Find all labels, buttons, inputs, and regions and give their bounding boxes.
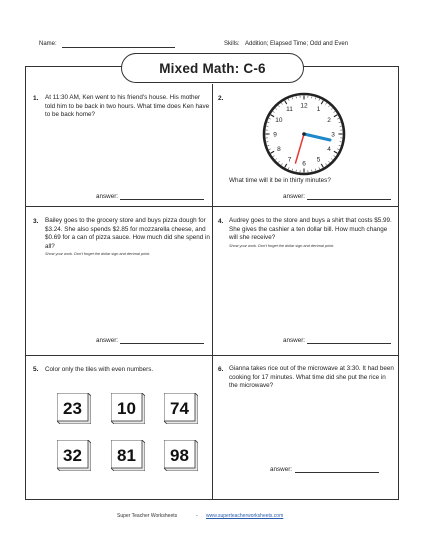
problem-1-number: 1. bbox=[33, 95, 39, 102]
footer-link[interactable]: www.superteacherworksheets.com bbox=[206, 513, 284, 519]
tile-81-number: 81 bbox=[117, 446, 136, 465]
problem-2-number: 2. bbox=[218, 95, 224, 102]
clock-number-9: 9 bbox=[273, 131, 277, 139]
clock-number-11: 11 bbox=[286, 106, 293, 114]
problem-5-number: 5. bbox=[33, 366, 39, 373]
problem-6-answer-line[interactable] bbox=[295, 472, 379, 473]
problem-3-answer-label: answer: bbox=[96, 337, 119, 344]
column-divider bbox=[212, 84, 213, 500]
tile-23[interactable] bbox=[57, 393, 91, 424]
skills-value: Addition; Elapsed Time; Odd and Even bbox=[245, 41, 349, 47]
tile-32[interactable] bbox=[57, 440, 91, 471]
skills-label: Skills: bbox=[224, 41, 240, 47]
footer-separator: - bbox=[196, 513, 198, 519]
clock-number-3: 3 bbox=[331, 131, 335, 139]
clock-number-1: 1 bbox=[316, 106, 321, 114]
clock-number-5: 5 bbox=[316, 156, 321, 164]
clock-number-4: 4 bbox=[327, 145, 331, 153]
problem-5-text: Color only the tiles with even numbers. bbox=[45, 366, 154, 373]
tile-10-number: 10 bbox=[117, 399, 136, 418]
problem-6-answer-label: answer: bbox=[270, 466, 293, 473]
worksheet-title: Mixed Math: C-6 bbox=[121, 53, 304, 83]
problem-1-answer-label: answer: bbox=[96, 193, 119, 200]
clock-number-12: 12 bbox=[300, 102, 308, 110]
problem-1-answer-line[interactable] bbox=[120, 199, 204, 200]
tile-74[interactable] bbox=[164, 393, 198, 424]
clock bbox=[262, 92, 346, 176]
tile-32-number: 32 bbox=[63, 446, 82, 465]
problem-6-text: Gianna takes rice out of the microwave at 3:30. It had been cooking for 17 minutes. What time did she put the rice in the microwave? bbox=[229, 365, 394, 389]
problem-2-question: What time will it be in thirty minutes? bbox=[229, 177, 331, 184]
problem-4-number: 4. bbox=[218, 218, 224, 225]
problem-4-answer-line[interactable] bbox=[307, 343, 391, 344]
tile-10[interactable] bbox=[111, 393, 145, 424]
clock-number-8: 8 bbox=[277, 145, 281, 153]
tile-81[interactable] bbox=[111, 440, 145, 471]
problem-3-number: 3. bbox=[33, 218, 39, 225]
tile-23-number: 23 bbox=[63, 399, 82, 418]
clock-number-6: 6 bbox=[302, 160, 306, 168]
problem-4-hint: Show your work. Don't forget the dollar sign and decimal point. bbox=[229, 244, 335, 248]
clock-number-10: 10 bbox=[275, 116, 283, 124]
problem-3-text: Bailey goes to the grocery store and buys pizza dough for $3.24. She also spends $2.85 for mozzarella cheese, and $0.69 for a can of pizza sauce. How much did she spend in all? bbox=[45, 217, 210, 250]
problem-3-hint: Show your work. Don't forget the dollar sign and decimal point. bbox=[45, 252, 151, 256]
tile-98[interactable] bbox=[164, 440, 198, 471]
problem-6-number: 6. bbox=[218, 366, 224, 373]
name-line[interactable] bbox=[62, 47, 175, 48]
problem-4-answer-label: answer: bbox=[283, 337, 306, 344]
clock-number-2: 2 bbox=[327, 116, 331, 124]
tile-74-number: 74 bbox=[170, 399, 189, 418]
clock-icon bbox=[262, 92, 346, 176]
problem-4-text: Audrey goes to the store and buys a shirt that costs $5.99. She gives the cashier a ten dollar bill. How much change will she receive? bbox=[229, 217, 392, 241]
clock-number-7: 7 bbox=[287, 156, 292, 164]
problem-1-text: At 11:30 AM, Ken went to his friend's house. His mother told him to be back in two hours. What time does Ken have to be back home? bbox=[45, 94, 210, 118]
problem-2-answer-label: answer: bbox=[283, 193, 306, 200]
footer-brand: Super Teacher Worksheets bbox=[117, 513, 178, 519]
problem-3-answer-line[interactable] bbox=[120, 343, 204, 344]
problem-2-answer-line[interactable] bbox=[307, 199, 391, 200]
name-label: Name: bbox=[39, 41, 57, 47]
tile-98-number: 98 bbox=[170, 446, 189, 465]
